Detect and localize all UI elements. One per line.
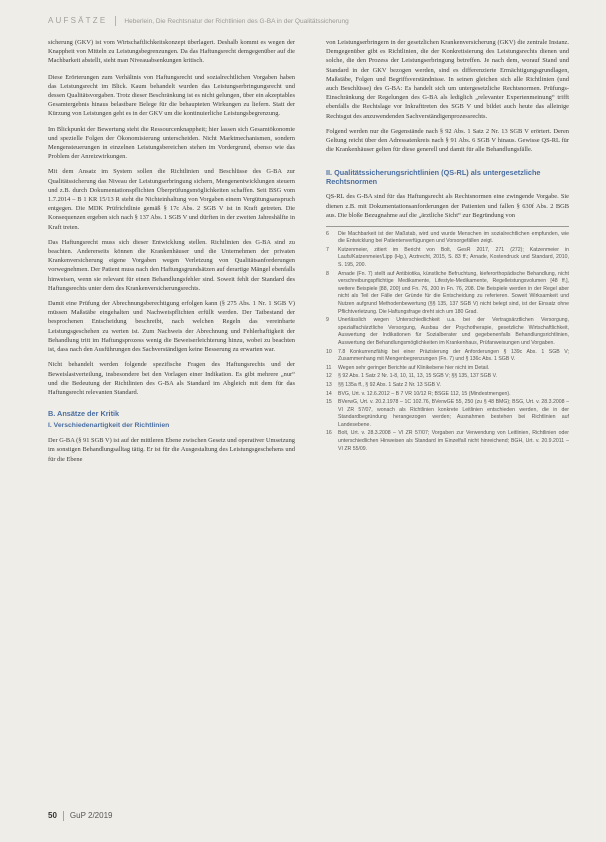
footnote-number: 12	[326, 373, 332, 380]
paragraph: Der G-BA (§ 91 SGB V) ist auf der mittleren Ebene zwischen Gesetz und operativer Umsetzung im sonstigen Behandlungsalltag tätig. Er ist für die Ausgestaltung des Leistungsgeschehens und für die Ebene	[48, 437, 295, 463]
header-divider	[115, 16, 116, 26]
footnote	[326, 365, 569, 373]
paragraph: Damit eine Prüfung der Abrechnungsberechtigung erfolgen kann (§ 275 Abs. 1 Nr. 1 SGB V) müssen Maßstäbe eingehalten und Nachweispflichten erfüllt werden. Der Tatbestand der besprochenen Entscheidung beschreibt, nach welchen Regeln das vereinbarte Leistungsgeschehen zu werten ist. Zum Nachweis der Abrechnung und Fehlerhaftigkeit der Behandlung tritt im Haftungsprozess wenig die Beweiserleichterung hinzu, wobei zu beachten ist, dass nach den Ausführungen des Sachverständigen keine Besserung zu erwarten war.	[48, 300, 295, 354]
page-number: 50	[48, 811, 57, 821]
footnote-number: 6	[326, 230, 329, 237]
paragraph: sicherung (GKV) ist vom Wirtschaftlichkeitskonzept überlagert. Deshalb kommt es wegen der Knappheit von Mitteln zu Leistungsbegrenzungen. Da das Haftungsrecht demgegenüber auf die Machbarkeit abstellt, sieht man Niveauabsenkungen kritisch.	[48, 39, 295, 65]
footnote	[326, 349, 569, 364]
running-title: Heberlein, Die Rechtsnatur der Richtlinien des G-BA in der Qualitätssicherung	[124, 18, 349, 25]
footnote-text: §§ 135a ff., § 92 Abs. 1 Satz 2 Nr. 13 SGB V.	[338, 381, 441, 388]
footnote	[326, 391, 569, 399]
subsection-heading: I. Verschiedenartigkeit der Richtlinien	[48, 422, 170, 430]
footnote-number: 10	[326, 348, 332, 355]
section-label: AUFSÄTZE	[48, 16, 108, 25]
footnote-text: Arnade (Fn. 7) stellt auf Antibiotika, künstliche Befruchtung, kieferorthopädische Behandlung, nicht verschreibungspflichtige Medikamente, Lifestyle-Medikamente, Regelleistungsvolumen [48 ff.], weitere Beispiele [88, 200] und Fn. 76, 200 in Fn. 76, 208. Die Beispiele werden in der Regel aber nicht als Teil der Fälle der Gründe für die Entscheidung zu referieren. Soweit Wirksamkeit und Nutzen aufgrund Methodenbewertung (§§ 135, 137 SGB V) nicht belegt sind, ist der Einsatz ohne Pflichtverletzung. Die Haftungsfrage dreht sich um 180 Grad.	[338, 270, 569, 315]
footnote	[326, 247, 569, 270]
footnote-text: Wegen sehr geringer Berichte auf Klinikebene hier nicht im Detail.	[338, 364, 490, 371]
footnote-text: Unerlässlich wegen Unterschiedlichkeit u.a. bei der Vertragsärztlichen Versorgung, spezialfachärztliche Versorgung, Ausbau der Psychotherapie, gesetzliche Wirtschaftlichkeit, Auswertung der Indikationen für Sozialberater und gegebenenfalls Behandlungsrichtlinien, Auswertung der Behandlungsmöglichkeiten im Krankenhaus, Prüfanweisungen und Vorgaben.	[338, 317, 569, 346]
paragraph: QS-RL des G-BA sind für das Haftungsrecht als Rechtsnormen eine zwingende Vorgabe. Sie dienen z.B. mit Dokumentationsanforderungen der Patienten und fallen § 630f Abs. 2 BGB aus. Die bloße Bezugnahme auf die „ärztliche Sicht“ zur Begründung von	[326, 193, 569, 219]
footnote-number: 7	[326, 246, 329, 253]
footnote-number: 8	[326, 270, 329, 277]
footnote	[326, 399, 569, 429]
footnote-number: 11	[326, 364, 332, 371]
footnote-text: BVerwG, Urt. v. 20.2.1978 – 1C 102.76, BVerwGE 55, 250 (zu § 48 BMG); BSG, Urt. v. 28.3.2008 – VI ZR 57/07, wonach als Richtlinien konkrete Leitlinien entschieden werden, die in der Standardbegründung herangezogen werden; Ausnahmen bestehen bei Richtlinien auf Landesebene.	[338, 399, 569, 428]
footnotes	[326, 231, 569, 454]
footnote-text: BVG, Urt. v. 12.6.2012 – B 7 VR 10/12 R; BSGE 112, 15 (Mindestmengen).	[338, 390, 511, 397]
footnote-text: Kutzenmeier, zitiert im Bericht von Bolt, GesR 2017, 271 (272); Katzenmeier in Laufs/Katzenmeier/Lipp (Hg.), Arztrecht, 2015, S. 83 ff.; Arnade, Kostendruck und Standard, 2010, S. 195, 200.	[338, 246, 569, 269]
footnote	[326, 430, 569, 453]
footnote-number: 15	[326, 399, 332, 406]
paragraph: Nicht behandelt werden folgende spezifische Fragen des Haftungsrechts und der Beweislastverteilung, insbesondere bei den Vorlagen einer Indikation. Es gibt mehrere „nur“ und die Bedeutung der Richtlinien des G-BA als Standard im Abgleich mit dem für das Haftungsrecht relevanten Standard.	[48, 361, 295, 396]
page-footer	[48, 811, 112, 821]
section-heading: II. Qualitätssicherungsrichtlinien (QS-RL) als untergesetzliche Rechtsnormen	[326, 168, 541, 187]
right-column	[326, 38, 569, 454]
footnote-text: Bolt, Urt. v. 28.3.2008 – VI ZR 57/07; Vorgaben zur Verwendung von Leitlinien, Richtlinien oder unterschiedlichen Hinweisen als Standard im Einzelfall nicht hinreichend; BGH, Urt. v. 20.9.2011 – VI ZR 55/09.	[338, 430, 569, 452]
paragraph: Folgend werden nur die Gegenstände nach § 92 Abs. 1 Satz 2 Nr. 13 SGB V erörtert. Deren Geltung reicht über den Adressatenkreis nach § 91 Abs. 6 SGB V hinaus. Gewisse QS-RL für die Krankenhäuser gelten für diese generell und damit für alle Behandlungsfälle.	[326, 127, 569, 154]
footnote	[326, 271, 569, 317]
paragraph: Das Haftungsrecht muss sich dieser Entwicklung stellen. Richtlinien des G-BA sind zu beachten. Andererseits können die Krankenhäuser und die Unternehmen der privaten Krankenversicherung eigene Vorgaben wegen Verletzung von Qualitätsanforderungen vorwegnehmen. Der Patient muss nach den Haftungsgrundsätzen auf derartige Mängel ebenfalls hinweisen, wenn sie relevant für einen Behandlungsfehler sind. Soweit fehlt der Standard des Haftungsrechts unter dem des Krankenversicherungsrechts.	[48, 238, 295, 292]
footnote	[326, 373, 569, 381]
paragraph: Im Blickpunkt der Bewertung steht die Ressourcenknappheit; hier lassen sich Gesamtökonomie und spezielle Folgen der Ökonomisierung unterscheiden. Nicht Marktmechanismen, sondern Mengensteuerungen in einzelnen Leistungsbereichen stehen im Vordergrund, ebenso wie das Problem der Anreizwirkungen.	[48, 125, 295, 161]
running-header	[48, 16, 558, 30]
journal-issue: GuP 2/2019	[69, 811, 113, 821]
footnote-number: 14	[326, 390, 332, 397]
footnote	[326, 231, 569, 246]
paragraph: von Leistungserbringern in der gesetzlichen Krankenversicherung (GKV) die zentrale Instanz. Demgegenüber gibt es Richtlinien, die der Konkretisierung des Leistungsrechts dienen und solche, die den Prozess der Leistungserbringung betreffen. Je nach dem, worauf Stand und Standard in der GKV bezogen werden, sind es differenzierte Ermächtigungsgrundlagen, Maßstäbe, Folgen und Begriffsverständnisse. In seinen gleichen sich alle Richtlinien (und auch Beschlüsse) des G-BA: Es handelt sich um untergesetzliche Rechtsnormen. Prüfungs-Einschränkung der Regelungen des G-BA als lediglich „relevanter Expertenmeinung“ trifft ebenfalls die Rechtslage vor Inkrafttreten des SGB V und bildet auch heute das alleinige Rechtsgut des anzuwendenden Sachverständigenprozessrechts.	[326, 39, 569, 120]
footnote-text: Die Machbarkeit ist der Maßstab, wird und wurde Menschen im sozialrechtlichen empfunden, wie die Entwicklung bei Patientenverfügungen und Vorsorgefällen zeigt.	[338, 230, 569, 245]
footer-divider	[63, 811, 64, 821]
section-heading: B. Ansätze der Kritik	[48, 409, 120, 419]
footnote-number: 9	[326, 317, 329, 324]
footnote	[326, 382, 569, 390]
footnote-text: 7.8 Konkurrenzfähig bei einer Präzisierung der Anforderungen § 139c Abs. 1 SGB V; Zusammenhang mit Mengenbegrenzungen (Fn. 7) und § 136c Abs. 1 SGB V.	[338, 348, 569, 363]
paragraph: Mit dem Ansatz im System sollen die Richtlinien und Beschlüsse des G-BA zur Qualitätssicherung das Niveau der Leistungserbringung sichern, Mengenentwicklungen steuern und z.B. durch Dokumentationspflichten Überprüfungsmöglichkeiten schaffen. Seit BSG vom 1.7.2014 – B 1 KR 15/13 R steht die Nichteinhaltung von Vorgaben einem Vergütungsanspruch entgegen. Die MDK Prüfrichtlinie gemäß § 17c Abs. 2 SGB V ist in Kraft getreten. Die Konsequenzen ergeben sich nach § 137 Abs. 1 SGB V und dürften in der zweiten Jahreshälfte in Kraft treten.	[48, 168, 295, 231]
left-column	[48, 38, 295, 470]
footnote	[326, 317, 569, 347]
footnote-divider	[326, 226, 569, 227]
footnote-number: 13	[326, 381, 332, 388]
footnote-number: 16	[326, 430, 332, 437]
paragraph: Diese Erörterungen zum Verhältnis von Haftungsrecht und sozialrechtlichen Vorgaben haben das Leistungsrecht im Blick. Kaum behandelt wurden das Leistungserbringungsrecht und dessen Qualitätsvorgaben. Trotz dieser Beschränkung ist es nicht gelungen, über ein akzeptables Gesamtergebnis hinaus belastbare Belege für die behaupteten Wirkungen zu liefern. Statt der Kürzung von Leistungen geht es in der GKV um die kontinuierliche Leistungsbegrenzung.	[48, 73, 295, 118]
footnote-text: § 92 Abs. 1 Satz 2 Nr. 1-8, 10, 11, 13, 15 SGB V; §§ 135, 137 SGB V.	[338, 373, 497, 380]
